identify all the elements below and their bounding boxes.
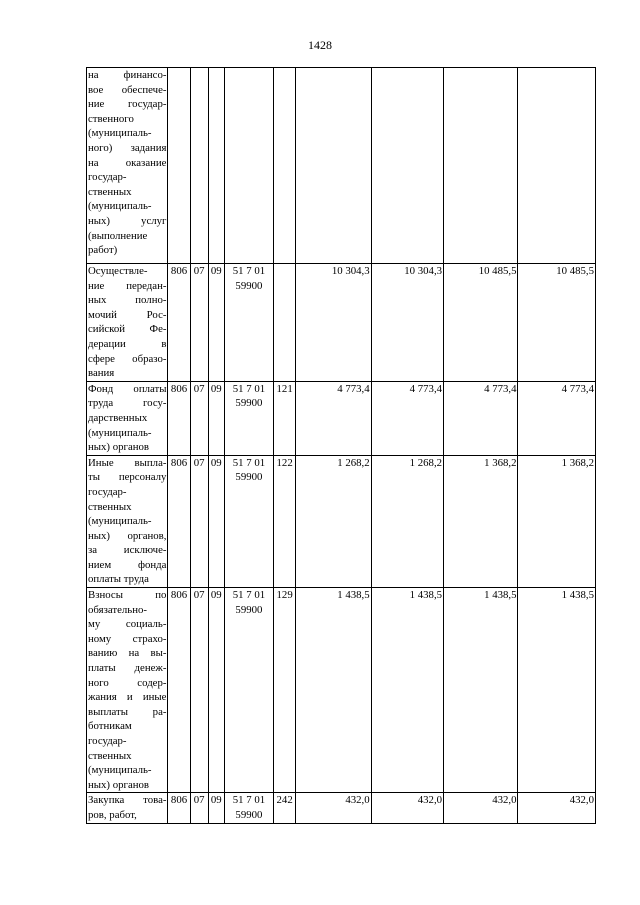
cell-sum3: 4 773,4 xyxy=(444,381,518,455)
description-line: Осуществле- xyxy=(88,265,148,277)
cell-ministry: 806 xyxy=(168,588,190,793)
cell-sum4 xyxy=(518,68,596,264)
description-line: обязательно- xyxy=(88,603,147,616)
description-line: ванию на вы- xyxy=(88,647,167,660)
description-line: ров, работ, xyxy=(88,808,137,821)
cell-subsection: 09 xyxy=(208,455,224,587)
description-line: ных) услуг xyxy=(88,214,167,227)
cell-sum2: 432,0 xyxy=(371,793,443,823)
cell-subsection: 09 xyxy=(208,264,224,382)
cell-sum4: 10 485,5 xyxy=(518,264,596,382)
page-number: 1428 xyxy=(308,38,332,52)
cell-sum1: 10 304,3 xyxy=(296,264,371,382)
cell-expense-type xyxy=(274,264,296,382)
description-line: ственных xyxy=(88,185,132,198)
cell-target: 51 7 01 59900 xyxy=(224,588,273,793)
description-line: нием фонда xyxy=(88,558,167,571)
budget-table xyxy=(86,67,596,824)
row-description xyxy=(87,264,168,382)
row-description xyxy=(87,793,168,823)
cell-subsection: 09 xyxy=(208,793,224,823)
description-line: оплаты труда xyxy=(88,573,149,586)
description-line: на финансо- xyxy=(88,69,167,81)
cell-sum3: 10 485,5 xyxy=(444,264,518,382)
table-body xyxy=(87,68,596,824)
description-line: ных) органов xyxy=(88,778,150,791)
cell-sum3: 1 438,5 xyxy=(444,588,518,793)
description-line: ных полно- xyxy=(88,294,167,307)
description-line: вания xyxy=(88,367,115,380)
description-line: ного) задания xyxy=(88,141,167,154)
cell-sum2: 10 304,3 xyxy=(371,264,443,382)
description-line: труда госу- xyxy=(88,397,167,410)
table-row xyxy=(87,793,596,823)
description-line: мочий Рос- xyxy=(88,308,167,321)
cell-ministry: 806 xyxy=(168,264,190,382)
description-line: ты персоналу xyxy=(88,471,167,484)
description-line: сийской Фе- xyxy=(88,323,167,336)
cell-sum4: 432,0 xyxy=(518,793,596,823)
cell-sum1: 1 268,2 xyxy=(296,455,371,587)
cell-target: 51 7 01 59900 xyxy=(224,793,273,823)
description-line: государ- xyxy=(88,485,127,498)
cell-section: 07 xyxy=(190,381,208,455)
description-line: жания и иные xyxy=(88,691,167,704)
description-line: государ- xyxy=(88,735,127,747)
table-row xyxy=(87,381,596,455)
cell-target: 51 7 01 59900 xyxy=(224,455,273,587)
table-row xyxy=(87,455,596,587)
description-line: Закупка това- xyxy=(88,794,167,807)
description-line: ственного xyxy=(88,112,134,125)
description-line: (муниципаль- xyxy=(88,127,152,140)
cell-sum1: 1 438,5 xyxy=(296,588,371,793)
cell-section: 07 xyxy=(190,455,208,587)
cell-sum1 xyxy=(296,68,371,264)
description-line: выплаты ра- xyxy=(88,705,167,718)
cell-target: 51 7 01 59900 xyxy=(224,264,273,382)
description-line: (муниципаль- xyxy=(88,764,152,777)
cell-ministry: 806 xyxy=(168,455,190,587)
description-line: му социаль- xyxy=(88,618,167,631)
cell-ministry: 806 xyxy=(168,381,190,455)
cell-sum4: 1 438,5 xyxy=(518,588,596,793)
cell-sum3: 432,0 xyxy=(444,793,518,823)
row-description xyxy=(87,588,168,793)
cell-sum3: 1 368,2 xyxy=(444,455,518,587)
cell-expense-type xyxy=(274,68,296,264)
description-line: государ- xyxy=(88,171,127,184)
description-line: (муниципаль- xyxy=(88,200,152,213)
cell-expense-type: 129 xyxy=(274,588,296,793)
table-row xyxy=(87,588,596,793)
cell-sum4: 4 773,4 xyxy=(518,381,596,455)
description-line: ных) органов, xyxy=(88,529,167,542)
cell-expense-type: 122 xyxy=(274,455,296,587)
cell-ministry xyxy=(168,68,190,264)
description-line: ственных xyxy=(88,500,132,513)
cell-target: 51 7 01 59900 xyxy=(224,381,273,455)
description-line: ных) органов xyxy=(88,441,150,454)
cell-sum1: 4 773,4 xyxy=(296,381,371,455)
description-line: ботникам xyxy=(88,720,132,733)
description-line: дерации в xyxy=(88,337,167,350)
description-line: (выполнение xyxy=(88,229,148,242)
cell-subsection: 09 xyxy=(208,381,224,455)
row-description xyxy=(87,381,168,455)
cell-section: 07 xyxy=(190,793,208,823)
table-row xyxy=(87,264,596,382)
cell-expense-type: 242 xyxy=(274,793,296,823)
description-line: ному страхо- xyxy=(88,632,167,645)
cell-sum3 xyxy=(444,68,518,264)
description-line: вое обеспече- xyxy=(88,83,167,96)
cell-sum4: 1 368,2 xyxy=(518,455,596,587)
cell-subsection: 09 xyxy=(208,588,224,793)
cell-sum1: 432,0 xyxy=(296,793,371,823)
cell-sum2 xyxy=(371,68,443,264)
cell-ministry: 806 xyxy=(168,793,190,823)
description-line: Взносы по xyxy=(88,589,167,602)
table-row xyxy=(87,68,596,264)
row-description xyxy=(87,68,168,264)
description-line: Фонд оплаты xyxy=(88,382,167,395)
description-line: дарственных xyxy=(88,411,148,424)
cell-section: 07 xyxy=(190,264,208,382)
description-line: сфере образо- xyxy=(88,352,167,365)
cell-section: 07 xyxy=(190,588,208,793)
cell-subsection xyxy=(208,68,224,264)
description-line: (муниципаль- xyxy=(88,426,152,439)
description-line: на оказание xyxy=(88,156,167,169)
cell-target xyxy=(224,68,273,264)
cell-section xyxy=(190,68,208,264)
description-line: ние передан- xyxy=(88,279,167,292)
row-description xyxy=(87,455,168,587)
cell-sum2: 1 438,5 xyxy=(371,588,443,793)
description-line: за исключе- xyxy=(88,544,167,557)
description-line: работ) xyxy=(88,244,118,257)
cell-expense-type: 121 xyxy=(274,381,296,455)
description-line: ного содер- xyxy=(88,676,167,689)
description-line: (муниципаль- xyxy=(88,515,152,528)
description-line: платы денеж- xyxy=(88,662,167,675)
cell-sum2: 1 268,2 xyxy=(371,455,443,587)
description-line: ственных xyxy=(88,749,132,762)
description-line: Иные выпла- xyxy=(88,456,167,469)
description-line: ние государ- xyxy=(88,98,167,111)
cell-sum2: 4 773,4 xyxy=(371,381,443,455)
